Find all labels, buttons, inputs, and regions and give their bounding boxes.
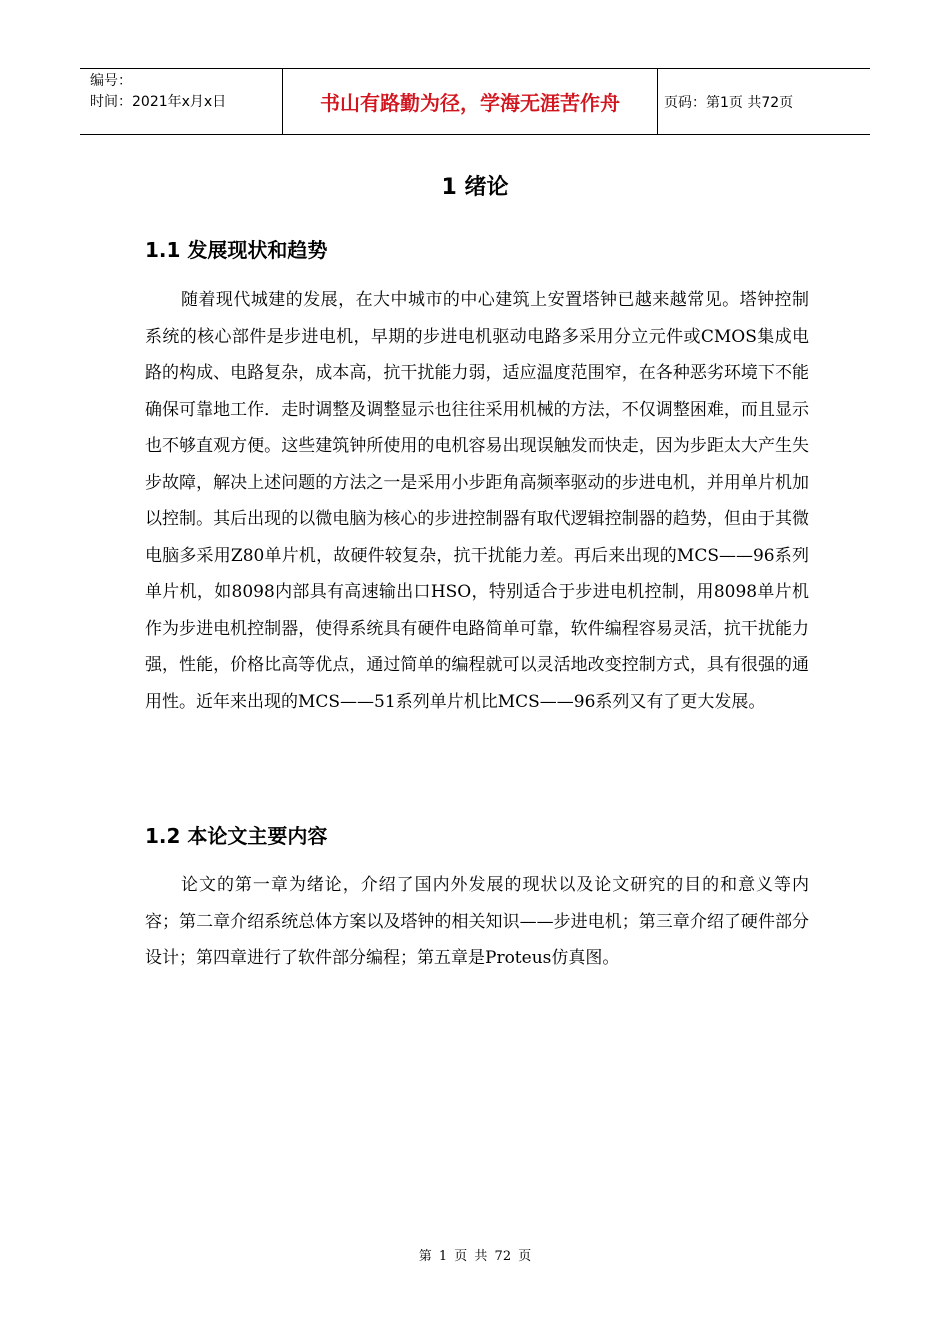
header-meta (80, 69, 282, 134)
document-header (80, 68, 870, 135)
page-footer: 第 1 页 共 72 页 (418, 1249, 532, 1264)
section-paragraph-1-2: 论文的第一章为绪论，介绍了国内外发展的现状以及论文研究的目的和意义等内容；第二章介绍系统总体方案以及塔钟的相关知识——步进电机；第三章介绍了硬件部分设计；第四章进行了软件部分编程；第五章是Proteus仿真图。 (145, 875, 809, 968)
header-motto: 书山有路勤为径，学海无涯苦作舟 (282, 69, 658, 134)
chapter-title: 1 绪论 (441, 175, 509, 200)
number-label: 编号： (90, 73, 132, 89)
section-title-1-1: 1.1 发展现状和趋势 (145, 238, 328, 262)
time-label: 时间：2021年x月x日 (90, 94, 227, 110)
section-title-1-2: 1.2 本论文主要内容 (145, 824, 328, 848)
section-paragraph-1-1: 随着现代城建的发展，在大中城市的中心建筑上安置塔钟已越来越常见。塔钟控制系统的核心部件是步进电机，早期的步进电机驱动电路多采用分立元件或CMOS集成电路的构成、电路复杂，成本高，抗干扰能力弱，适应温度范围窄，在各种恶劣环境下不能确保可靠地工作．走时调整及调整显示也往往采用机械的方法，不仅调整困难，而且显示也不够直观方便。这些建筑钟所使用的电机容易出现误触发而快走，因为步距太大产生失步故障，解决上述问题的方法之一是采用小步距角高频率驱动的步进电机，并用单片机加以控制。其后出现的以微电脑为核心的步进控制器有取代逻辑控制器的趋势，但由于其微电脑多采用Z80单片机，故硬件较复杂，抗干扰能力差。再后来出现的MCS——96系列单片机，如8098内部具有高速输出口HSO，特别适合于步进电机控制，用8098单片机作为步进电机控制器，使得系统具有硬件电路简单可靠，软件编程容易灵活，抗干扰能力强，性能，价格比高等优点，通过简单的编程就可以灵活地改变控制方式，具有很强的通用性。近年来出现的MCS——51系列单片机比MCS——96系列又有了更大发展。 (145, 290, 809, 712)
header-page-label: 页码：第1页 共72页 (664, 94, 794, 111)
